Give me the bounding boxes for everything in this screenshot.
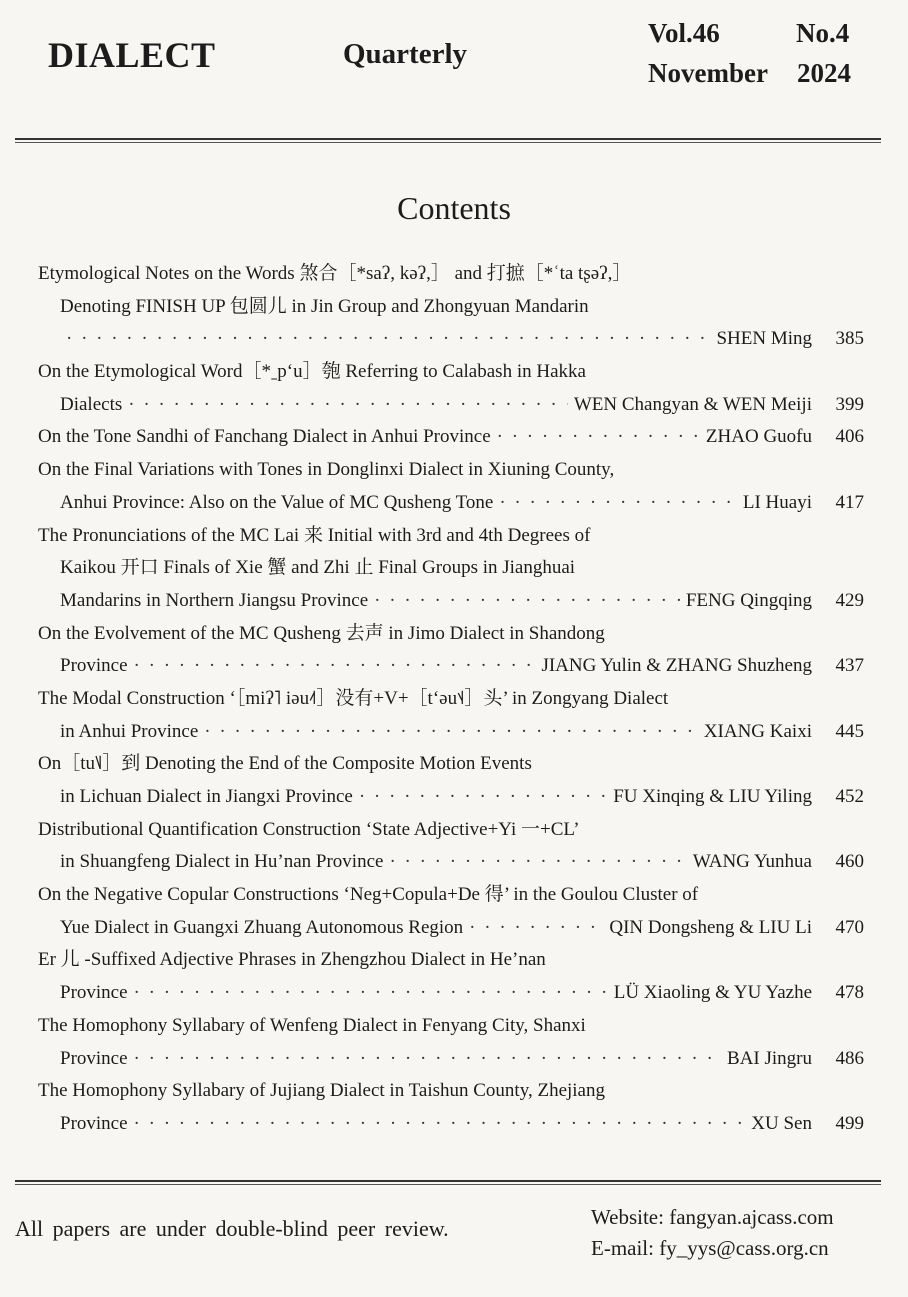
issue-year: 2024 — [797, 58, 851, 88]
top-divider — [15, 138, 881, 143]
contents-heading: Contents — [397, 190, 511, 226]
toc-entry[interactable] — [38, 1010, 864, 1075]
dot-leader — [134, 1043, 721, 1076]
toc-entry-final-line — [38, 846, 864, 879]
toc-title-line: Kaikou 开口 Finals of Xie 蟹 and Zhi 止 Final Groups in Jianghuai — [60, 557, 576, 579]
toc-entry[interactable] — [38, 944, 864, 1009]
author-name: BAI Jingru — [727, 1047, 812, 1069]
toc-entry-final-line — [38, 1043, 864, 1076]
dot-leader — [204, 716, 698, 749]
volume-label: Vol.46 — [648, 18, 720, 48]
dot-leader — [497, 421, 700, 454]
toc-title-line: On the Etymological Word［*ˍpʻu］匏 Referring to Calabash in Hakka — [38, 361, 586, 383]
author-name: JIANG Yulin & ZHANG Shuzheng — [541, 655, 812, 677]
issue-number: No.4 — [796, 18, 850, 48]
toc-entry[interactable] — [38, 879, 864, 944]
page-number: 460 — [835, 851, 864, 873]
page-number: 429 — [835, 589, 864, 611]
toc-entry[interactable] — [38, 520, 864, 618]
author-name: XU Sen — [751, 1112, 812, 1134]
author-name: SHEN Ming — [716, 328, 812, 350]
toc-entry-final-line — [38, 781, 864, 814]
toc-title-line: On the Evolvement of the MC Qusheng 去声 in Jimo Dialect in Shandong — [38, 622, 605, 644]
toc-title-line: Mandarins in Northern Jiangsu Province — [60, 589, 369, 611]
author-name: FENG Qingqing — [685, 589, 812, 611]
toc-title-line: Dialects — [60, 393, 123, 415]
peer-review-note: All papers are under double-blind peer review. — [15, 1216, 449, 1241]
author-name: XIANG Kaixi — [703, 720, 812, 742]
toc-title-line: On the Negative Copular Constructions ‘Neg+Copula+De 得’ in the Goulou Cluster of — [38, 884, 699, 906]
toc-title-line: in Shuangfeng Dialect in Hu’nan Province — [60, 851, 384, 873]
toc-title-line: Province — [60, 655, 128, 677]
toc-entry-final-line — [38, 912, 864, 945]
toc-title-line: On the Tone Sandhi of Fanchang Dialect in Anhui Province — [38, 426, 491, 448]
journal-header — [0, 0, 908, 140]
website-link[interactable]: Website: fangyan.ajcass.com — [591, 1205, 834, 1229]
toc-entry[interactable] — [38, 258, 864, 356]
page-number: 417 — [835, 491, 864, 513]
journal-frequency: Quarterly — [343, 38, 468, 70]
toc-entry-final-line — [38, 977, 864, 1010]
toc-entry-final-line — [38, 421, 864, 454]
toc-entry[interactable] — [38, 618, 864, 683]
toc-entry-final-line — [38, 716, 864, 749]
toc-title-line: Etymological Notes on the Words 煞合［*saʔ, kəʔ,］ and 打摭［*ʿta tʂəʔ,］ — [38, 263, 632, 284]
toc-title-line: Er 儿 -Suffixed Adjective Phrases in Zhengzhou Dialect in He’nan — [38, 949, 546, 971]
page-number: 437 — [835, 655, 864, 677]
page-number: 445 — [835, 720, 864, 742]
page-number: 399 — [835, 393, 864, 415]
toc-title-line: Province — [60, 982, 128, 1004]
dot-leader — [134, 650, 536, 683]
toc-title-line: The Homophony Syllabary of Jujiang Dialect in Taishun County, Zhejiang — [38, 1080, 605, 1102]
page-number: 406 — [835, 426, 864, 448]
dot-leader — [359, 781, 607, 814]
dot-leader — [66, 323, 710, 356]
author-name: WEN Changyan & WEN Meiji — [573, 393, 812, 415]
toc-entry-final-line — [38, 1108, 864, 1141]
toc-entry[interactable] — [38, 454, 864, 519]
dot-leader — [389, 846, 686, 879]
toc-entry[interactable] — [38, 748, 864, 813]
toc-entry-final-line — [38, 650, 864, 683]
toc-title-line: Anhui Province: Also on the Value of MC Qusheng Tone — [60, 491, 494, 513]
toc-entry-final-line — [38, 585, 864, 618]
toc-entry[interactable] — [38, 814, 864, 879]
dot-leader — [374, 585, 680, 618]
email-link[interactable]: E-mail: fy_yys@cass.org.cn — [591, 1236, 829, 1260]
page-number: 452 — [835, 786, 864, 807]
page-number: 478 — [835, 982, 864, 1004]
toc-entry[interactable] — [38, 683, 864, 748]
toc-entry-final-line — [38, 323, 864, 356]
table-of-contents — [38, 258, 864, 1141]
toc-title-line: Province — [60, 1047, 128, 1069]
toc-title-line: Denoting FINISH UP 包圆儿 in Jin Group and Zhongyuan Mandarin — [60, 295, 589, 317]
toc-title-line: Yue Dialect in Guangxi Zhuang Autonomous Region — [60, 916, 464, 938]
author-name: FU Xinqing & LIU Yiling — [613, 786, 812, 807]
dot-leader — [134, 977, 608, 1010]
journal-title: DIALECT — [48, 35, 216, 75]
author-name: QIN Dongsheng & LIU Li — [609, 916, 812, 938]
page-number: 385 — [835, 328, 864, 350]
dot-leader — [499, 487, 737, 520]
author-name: ZHAO Guofu — [705, 426, 812, 448]
issue-month: November — [648, 58, 768, 88]
toc-title-line: in Lichuan Dialect in Jiangxi Province — [60, 786, 353, 807]
toc-title-line: The Homophony Syllabary of Wenfeng Dialect in Fenyang City, Shanxi — [38, 1014, 586, 1036]
page-number: 470 — [835, 916, 864, 938]
toc-entry-final-line — [38, 487, 864, 520]
toc-title-line: On［tu˥˩］到 Denoting the End of the Composite Motion Events — [38, 753, 532, 775]
toc-title-line: On the Final Variations with Tones in Donglinxi Dialect in Xiuning County, — [38, 459, 615, 481]
dot-leader — [128, 389, 568, 422]
toc-title-line: Distributional Quantification Construction ‘State Adjective+Yi 一+CL’ — [38, 818, 580, 840]
author-name: LI Huayi — [742, 491, 812, 513]
toc-title-line: Province — [60, 1112, 128, 1134]
bottom-divider — [15, 1180, 881, 1185]
toc-entry[interactable] — [38, 1075, 864, 1140]
toc-entry[interactable] — [38, 421, 864, 454]
dot-leader — [134, 1108, 746, 1141]
author-name: WANG Yunhua — [692, 851, 812, 873]
toc-entry-final-line — [38, 389, 864, 422]
page-number: 486 — [835, 1047, 864, 1069]
toc-title-line: The Modal Construction ‘［miʔ˥ iəu˨˦］没有+V+［tʻəu˦˨］头’ in Zongyang Dialect — [38, 687, 669, 709]
page-number: 499 — [835, 1112, 864, 1134]
toc-title-line: in Anhui Province — [60, 720, 199, 742]
dot-leader — [469, 912, 603, 945]
author-name: LÜ Xiaoling & YU Yazhe — [613, 982, 812, 1004]
toc-entry[interactable] — [38, 356, 864, 421]
toc-title-line: The Pronunciations of the MC Lai 来 Initial with 3rd and 4th Degrees of — [38, 524, 591, 546]
